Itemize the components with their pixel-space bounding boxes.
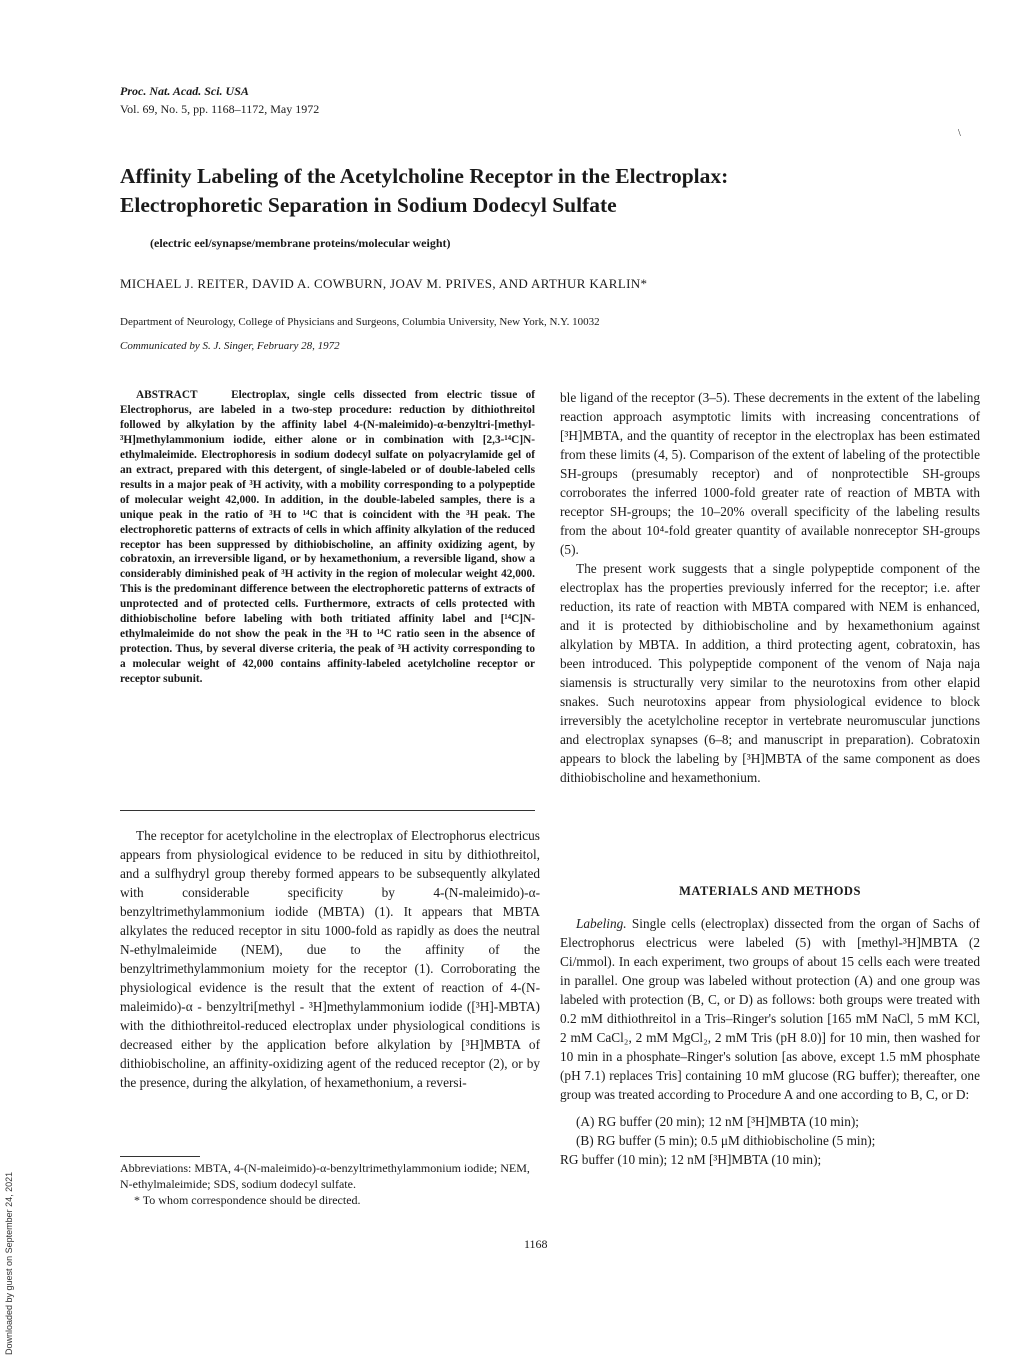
introduction: [120, 826, 540, 1092]
right-paragraph-2: The present work suggests that a single polypeptide component of the electroplax has the properties previously inferred for the receptor; i.e. after reduction, its rate of reaction with MBTA compared with NEM is enhanced, and it is protected by dithiobischoline and by hexamethonium against alkylation by MBTA. In addition, a third protecting agent, cobratoxin, has been introduced. This polypeptide component of the venom of Naja naja siamensis is structurally very similar to the neurotoxins from other elapid snakes. Such neurotoxins appear from physiological evidence to block irreversibly the acetylcholine receptor in vertebrate neuromuscular junctions and electroplax synapses (6–8; and manuscript in preparation). Cobratoxin appears to block the labeling by [³H]MBTA of the same component as does dithiobischoline and hexamethonium.: [560, 561, 980, 785]
correspondence-footnote: * To whom correspondence should be directed.: [134, 1193, 361, 1207]
abstract: [120, 388, 535, 687]
procedure-b-line-2: RG buffer (10 min); 12 nM [³H]MBTA (10 min);: [560, 1152, 822, 1167]
abstract-text: Electroplax, single cells dissected from electric tissue of Electrophorus, are labeled in a two-step procedure: reduction by dithiothreitol followed by alkylation by the affinity label 4-(N-maleimido)-α-benzyltri-[methyl-³H]methylammonium iodide, either alone or in combination with [2,3-¹⁴C]N-ethylmaleimide. Electrophoresis in sodium dodecyl sulfate on polyacrylamide gel of an extract, prepared with this detergent, of single-labeled or of double-labeled cells results in a major peak of ³H activity, with a mobility corresponding to a polypeptide of molecular weight 42,000. In addition, in the double-labeled samples, there is a unique peak in the ratio of ³H to ¹⁴C that is coincident with the ³H peak. The electrophoretic patterns of extracts of cells in which affinity alkylation of the reduced receptor has been suppressed by dithiobischoline, an affinity oxidizing agent, by cobratoxin, an irreversible ligand, or by hexamethonium, a reversible ligand, show a considerably diminished peak of ³H activity in the region of molecular weight 42,000. This is the predominant difference between the electrophoretic patterns of extracts of unprotected and of protected cells. Furthermore, extracts of cells protected with dithiobischoline before labeling with both tritiated affinity label and [¹⁴C]N-ethylmaleimide do not show the peak in the ³H to ¹⁴C ratio seen in the absence of protection. Thus, by several diverse criteria, the peak of ³H activity corresponding to a molecular weight of 42,000 contains affinity-labeled acetylcholine receptor or receptor subunit.: [120, 389, 536, 686]
methods-section: [560, 914, 980, 1169]
section-heading-methods: MATERIALS AND METHODS: [679, 884, 861, 898]
abbreviations-footnote: Abbreviations: MBTA, 4-(N-maleimido)-α-benzyltrimethylammonium iodide; NEM, N-ethylmaleimide; SDS, sodium dodecyl sulfate.: [120, 1161, 530, 1191]
labeling-title: Labeling.: [576, 916, 627, 931]
labeling-text: Single cells (electroplax) dissected from the organ of Sachs of Electrophorus electricus were labeled (5) with [methyl-³H]MBTA (2 Ci/mmol). In each experiment, two groups of about 15 cells each were treated in parallel. One group was labeled without protection (A) and one group was labeled with protection (B, C, or D) as follows: both groups were treated with 0.2 mM dithiothreitol in a Tris–Ringer's solution [165 mM NaCl, 5 mM KCl, 2 mM CaCl₂, 2 mM MgCl₂, 2 mM Tris (pH 8.0)] for 10 min, then washed for 10 min in a phosphate–Ringer's solution [as above, except 1.5 mM phosphate (pH 7.1) replaces Tris] containing 10 mM glucose (RG buffer); thereafter, one group was treated according to Procedure A and one according to B, C, or D:: [560, 916, 980, 1102]
abstract-divider: [120, 810, 535, 811]
page-number: 1168: [524, 1237, 548, 1251]
journal-name: Proc. Nat. Acad. Sci. USA: [120, 84, 249, 98]
right-paragraph-1: ble ligand of the receptor (3–5). These decrements in the extent of the labeling reaction approach asymptotic limits with increasing concentrations of [³H]MBTA, and the quantity of receptor in the electroplax has been estimated from these limits (4, 5). Comparison of the extent of labeling of the protectible SH-groups (presumably receptor) and of nonprotectible SH-groups corroborates the inferred 1000-fold greater rate of reaction of MBTA with receptor SH-groups; the 10–20% overall specificity of the labeling results from the about 10⁴-fold greater quantity of available nonreceptor SH-groups (5).: [560, 390, 980, 557]
procedure-b-line-1: (B) RG buffer (5 min); 0.5 μM dithiobischoline (5 min);: [576, 1133, 876, 1148]
right-column-text: [560, 388, 980, 787]
affiliation: Department of Neurology, College of Physicians and Surgeons, Columbia University, New York, N.Y. 10032: [120, 316, 600, 328]
labeling-paragraph: [560, 914, 980, 1104]
abstract-label: ABSTRACT: [136, 389, 198, 401]
download-watermark: Downloaded by guest on September 24, 2021: [4, 1171, 14, 1355]
volume-info: Vol. 69, No. 5, pp. 1168–1172, May 1972: [120, 102, 320, 116]
title-line-1: Affinity Labeling of the Acetylcholine Receptor in the Electroplax:: [120, 164, 729, 188]
footnotes: [120, 1160, 535, 1208]
margin-mark: \: [958, 128, 961, 139]
title-line-2: Electrophoretic Separation in Sodium Dodecyl Sulfate: [120, 193, 617, 217]
procedure-a: (A) RG buffer (20 min); 12 nM [³H]MBTA (10 min);: [576, 1114, 859, 1129]
footnote-divider: [120, 1156, 200, 1157]
authors: MICHAEL J. REITER, DAVID A. COWBURN, JOAV M. PRIVES, AND ARTHUR KARLIN*: [120, 276, 648, 291]
communicated-by: Communicated by S. J. Singer, February 28, 1972: [120, 340, 340, 352]
keywords: (electric eel/synapse/membrane proteins/molecular weight): [150, 236, 451, 250]
intro-paragraph: The receptor for acetylcholine in the electroplax of Electrophorus electricus appears from physiological evidence to be reduced in situ by dithiothreitol, and a sulfhydryl group thereby formed appears to be subsequently alkylated with considerable specificity by 4-(N-maleimido)-α-benzyltrimethylammonium iodide (MBTA) (1). It appears that MBTA alkylates the reduced receptor in situ 1000-fold as rapidly as does the neutral N-ethylmaleimide (NEM), due to the affinity of the benzyltrimethylammonium moiety for the receptor (1). Corroborating the physiological evidence is the result that the extent of reaction of 4-(N-maleimido)-α - benzyltri[methyl - ³H]methylammonium iodide ([³H]-MBTA) with the dithiothreitol-reduced electroplax under physiological conditions is decreased either by the application before alkylation by [³H]MBTA of dithiobischoline, an affinity-oxidizing agent of the reduced receptor (2), or by the presence, during the alkylation, of hexamethonium, a reversi-: [120, 828, 540, 1090]
